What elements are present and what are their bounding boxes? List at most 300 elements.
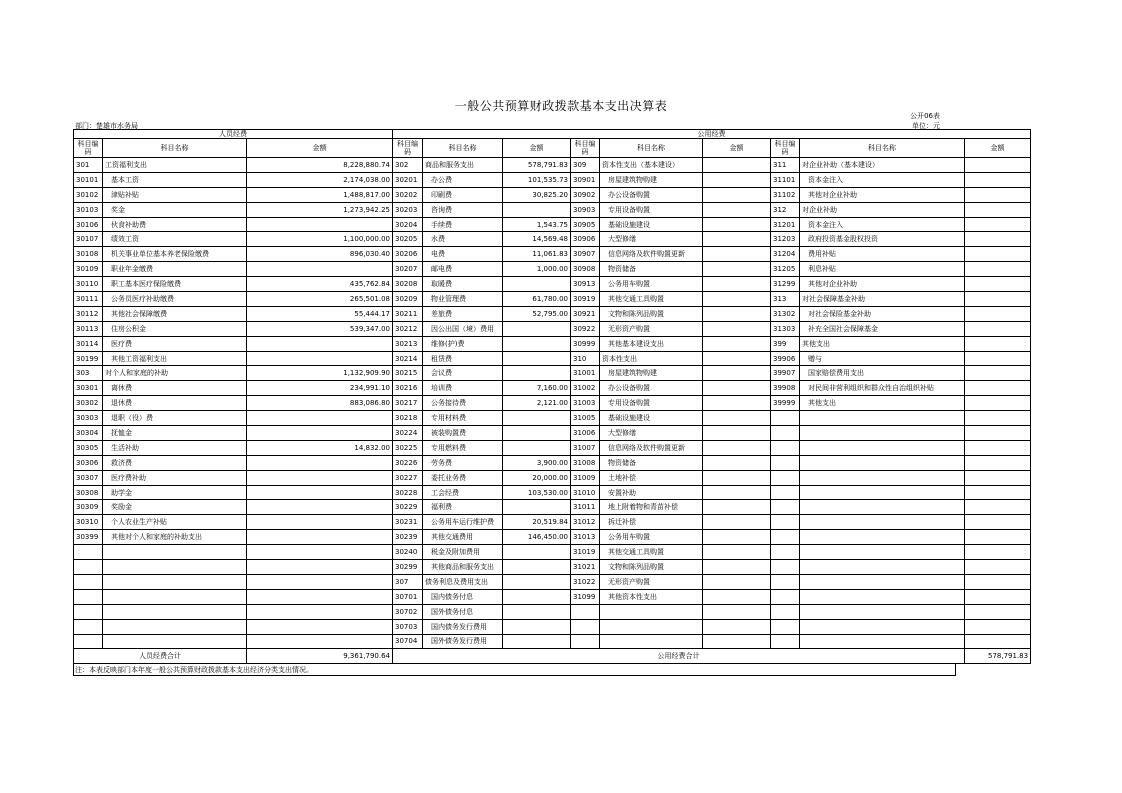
- amount-cell: [503, 545, 571, 560]
- code-cell: 30101: [74, 172, 103, 187]
- table-row: [74, 202, 1031, 217]
- code-cell: 30208: [393, 277, 423, 292]
- name-cell: 其他支出: [800, 396, 965, 411]
- code-cell: [74, 634, 103, 649]
- code-cell: 31102: [771, 187, 800, 202]
- public-total-value: 578,791.83: [965, 649, 1031, 664]
- public-header: 公用经费: [393, 130, 1031, 139]
- code-cell: 31201: [771, 217, 800, 232]
- name-cell: 国内债务发行费用: [423, 619, 503, 634]
- amount-cell: [965, 217, 1031, 232]
- amount-cell: [703, 485, 771, 500]
- name-cell: 无形资产购置: [600, 574, 703, 589]
- amount-cell: 30,825.20: [503, 187, 571, 202]
- amount-cell: [247, 545, 393, 560]
- table-row: [74, 589, 1031, 604]
- amount-cell: 20,000.00: [503, 470, 571, 485]
- name-cell: 房屋建筑物购建: [600, 172, 703, 187]
- name-cell: 资本金注入: [800, 217, 965, 232]
- amount-cell: [703, 500, 771, 515]
- code-cell: 31099: [571, 589, 600, 604]
- table-note: 注：本表反映部门本年度一般公共预算财政拨款基本支出经济分类支出情况。: [75, 666, 313, 675]
- name-cell: [800, 545, 965, 560]
- code-cell: 31299: [771, 277, 800, 292]
- code-cell: 31008: [571, 455, 600, 470]
- name-cell: 救济费: [103, 455, 247, 470]
- amount-cell: 539,347.00: [247, 321, 393, 336]
- table-row: [74, 440, 1031, 455]
- name-cell: 信息网络及软件购置更新: [600, 247, 703, 262]
- amount-cell: [503, 500, 571, 515]
- name-cell: [800, 470, 965, 485]
- name-cell: 专用材料费: [423, 411, 503, 426]
- code-cell: 30907: [571, 247, 600, 262]
- table-row: [74, 411, 1031, 426]
- code-cell: [771, 619, 800, 634]
- code-cell: 30228: [393, 485, 423, 500]
- name-cell: 公务用车运行维护费: [423, 515, 503, 530]
- code-cell: 30199: [74, 351, 103, 366]
- code-cell: 30217: [393, 396, 423, 411]
- amount-cell: [965, 515, 1031, 530]
- code-cell: 31002: [571, 381, 600, 396]
- code-cell: [771, 560, 800, 575]
- name-header: 科目名称: [103, 139, 247, 158]
- table-row: [74, 455, 1031, 470]
- name-cell: 抚恤金: [103, 426, 247, 441]
- name-cell: 职工基本医疗保险缴费: [103, 277, 247, 292]
- code-cell: 39908: [771, 381, 800, 396]
- code-cell: [74, 545, 103, 560]
- amount-cell: [247, 500, 393, 515]
- amount-cell: [703, 589, 771, 604]
- code-cell: 30231: [393, 515, 423, 530]
- code-cell: 31006: [571, 426, 600, 441]
- amount-cell: [965, 277, 1031, 292]
- amount-header: 金额: [965, 139, 1031, 158]
- name-cell: 水费: [423, 232, 503, 247]
- name-cell: 物业管理费: [423, 292, 503, 307]
- amount-cell: [965, 202, 1031, 217]
- amount-cell: [247, 411, 393, 426]
- name-cell: 手续费: [423, 217, 503, 232]
- code-cell: 30216: [393, 381, 423, 396]
- name-cell: 对企业补助: [800, 202, 965, 217]
- amount-cell: [247, 634, 393, 649]
- amount-cell: 2,174,038.00: [247, 172, 393, 187]
- amount-cell: 1,543.75: [503, 217, 571, 232]
- code-cell: 30240: [393, 545, 423, 560]
- amount-cell: 578,791.83: [503, 158, 571, 173]
- name-cell: 租赁费: [423, 351, 503, 366]
- name-cell: 其他对企业补助: [800, 277, 965, 292]
- code-cell: 31022: [571, 574, 600, 589]
- code-cell: [771, 455, 800, 470]
- amount-cell: [703, 321, 771, 336]
- amount-cell: [703, 619, 771, 634]
- code-cell: 30305: [74, 440, 103, 455]
- table-row: [74, 187, 1031, 202]
- amount-cell: [965, 545, 1031, 560]
- code-cell: [571, 604, 600, 619]
- name-cell: 其他社会保障缴费: [103, 306, 247, 321]
- amount-cell: [703, 440, 771, 455]
- code-header: 科目编码: [393, 139, 423, 158]
- column-header-row: [74, 139, 1031, 158]
- name-cell: [800, 589, 965, 604]
- name-cell: 对社会保险基金补助: [800, 306, 965, 321]
- name-cell: 培训费: [423, 381, 503, 396]
- name-cell: 国外债务发行费用: [423, 634, 503, 649]
- name-cell: 无形资产购置: [600, 321, 703, 336]
- amount-cell: [247, 619, 393, 634]
- name-cell: 退职（役）费: [103, 411, 247, 426]
- code-cell: [571, 619, 600, 634]
- amount-cell: [703, 351, 771, 366]
- code-cell: [771, 500, 800, 515]
- amount-cell: [703, 545, 771, 560]
- table-row: [74, 515, 1031, 530]
- name-cell: 利息补贴: [800, 262, 965, 277]
- name-cell: 福利费: [423, 500, 503, 515]
- name-cell: [600, 619, 703, 634]
- code-cell: 30113: [74, 321, 103, 336]
- name-cell: 赠与: [800, 351, 965, 366]
- code-cell: 30224: [393, 426, 423, 441]
- code-cell: 30902: [571, 187, 600, 202]
- name-cell: 公务员医疗补助缴费: [103, 292, 247, 307]
- form-number: 公开06表: [910, 112, 940, 120]
- amount-cell: [703, 232, 771, 247]
- name-cell: 政府投资基金股权投资: [800, 232, 965, 247]
- code-cell: 30702: [393, 604, 423, 619]
- code-cell: [771, 545, 800, 560]
- amount-cell: [703, 172, 771, 187]
- name-cell: 地上附着物和青苗补偿: [600, 500, 703, 515]
- name-cell: 安置补助: [600, 485, 703, 500]
- code-cell: 39999: [771, 396, 800, 411]
- amount-cell: [703, 306, 771, 321]
- amount-cell: [965, 470, 1031, 485]
- code-cell: 31007: [571, 440, 600, 455]
- code-cell: 399: [771, 336, 800, 351]
- code-header: 科目编码: [74, 139, 103, 158]
- code-cell: 30306: [74, 455, 103, 470]
- personnel-header: 人员经费: [74, 130, 393, 139]
- name-cell: [800, 604, 965, 619]
- table-row: [74, 500, 1031, 515]
- code-cell: 30215: [393, 366, 423, 381]
- amount-cell: [247, 574, 393, 589]
- name-cell: 其他对企业补助: [800, 187, 965, 202]
- name-cell: 奖金: [103, 202, 247, 217]
- name-cell: 物资储备: [600, 455, 703, 470]
- code-cell: 30906: [571, 232, 600, 247]
- amount-cell: [703, 202, 771, 217]
- amount-cell: 1,132,909.90: [247, 366, 393, 381]
- code-cell: [74, 574, 103, 589]
- amount-cell: [503, 366, 571, 381]
- amount-cell: 3,900.00: [503, 455, 571, 470]
- amount-cell: [703, 530, 771, 545]
- amount-header: 金额: [247, 139, 393, 158]
- code-cell: 30307: [74, 470, 103, 485]
- table-row: [74, 574, 1031, 589]
- code-cell: [771, 634, 800, 649]
- amount-cell: [703, 634, 771, 649]
- name-cell: 离休费: [103, 381, 247, 396]
- amount-cell: [503, 604, 571, 619]
- code-cell: 30239: [393, 530, 423, 545]
- code-cell: 302: [393, 158, 423, 173]
- amount-cell: 883,086.80: [247, 396, 393, 411]
- amount-cell: [965, 574, 1031, 589]
- amount-cell: [703, 396, 771, 411]
- name-cell: 对民间非营利组织和群众性自治组织补贴: [800, 381, 965, 396]
- name-header: 科目名称: [800, 139, 965, 158]
- amount-cell: [247, 589, 393, 604]
- page-title: 一般公共预算财政拨款基本支出决算表: [454, 99, 668, 113]
- amount-cell: 435,762.84: [247, 277, 393, 292]
- name-cell: [800, 455, 965, 470]
- table-row: [74, 336, 1031, 351]
- amount-cell: [965, 440, 1031, 455]
- name-cell: 维修(护)费: [423, 336, 503, 351]
- amount-cell: [503, 277, 571, 292]
- amount-cell: [503, 440, 571, 455]
- amount-cell: [247, 455, 393, 470]
- amount-cell: [503, 321, 571, 336]
- code-cell: 30704: [393, 634, 423, 649]
- table-row: [74, 321, 1031, 336]
- name-cell: 奖励金: [103, 500, 247, 515]
- table-row: [74, 217, 1031, 232]
- code-cell: 30211: [393, 306, 423, 321]
- code-cell: 31012: [571, 515, 600, 530]
- name-cell: 对企业补助（基本建设）: [800, 158, 965, 173]
- code-cell: 31203: [771, 232, 800, 247]
- amount-cell: [247, 217, 393, 232]
- name-cell: [800, 560, 965, 575]
- name-cell: [800, 500, 965, 515]
- amount-cell: 234,991.10: [247, 381, 393, 396]
- totals-row: [74, 649, 1031, 664]
- table-row: [74, 247, 1031, 262]
- amount-cell: [247, 485, 393, 500]
- name-cell: 个人农业生产补贴: [103, 515, 247, 530]
- amount-cell: 1,100,000.00: [247, 232, 393, 247]
- name-cell: 债务利息及费用支出: [423, 574, 503, 589]
- amount-cell: 2,121.00: [503, 396, 571, 411]
- amount-cell: 1,488,817.00: [247, 187, 393, 202]
- name-header: 科目名称: [423, 139, 503, 158]
- code-cell: 30302: [74, 396, 103, 411]
- amount-cell: [703, 426, 771, 441]
- amount-cell: 14,569.48: [503, 232, 571, 247]
- amount-cell: [503, 560, 571, 575]
- code-header: 科目编码: [771, 139, 800, 158]
- code-cell: 30901: [571, 172, 600, 187]
- amount-cell: [503, 351, 571, 366]
- amount-cell: [965, 381, 1031, 396]
- name-cell: 医疗费: [103, 336, 247, 351]
- code-cell: 30903: [571, 202, 600, 217]
- name-cell: 被装购置费: [423, 426, 503, 441]
- amount-cell: [965, 321, 1031, 336]
- code-cell: [74, 619, 103, 634]
- amount-cell: 7,160.00: [503, 381, 571, 396]
- name-cell: 劳务费: [423, 455, 503, 470]
- table-row: [74, 351, 1031, 366]
- name-cell: 国内债务付息: [423, 589, 503, 604]
- code-cell: 30209: [393, 292, 423, 307]
- name-cell: [103, 574, 247, 589]
- amount-cell: [503, 411, 571, 426]
- code-cell: 31005: [571, 411, 600, 426]
- code-cell: 303: [74, 366, 103, 381]
- amount-cell: [247, 470, 393, 485]
- amount-cell: [965, 530, 1031, 545]
- code-cell: 30207: [393, 262, 423, 277]
- code-cell: 307: [393, 574, 423, 589]
- code-cell: 30310: [74, 515, 103, 530]
- amount-cell: [703, 158, 771, 173]
- code-cell: [74, 589, 103, 604]
- amount-cell: 61,780.00: [503, 292, 571, 307]
- name-cell: 助学金: [103, 485, 247, 500]
- amount-cell: [965, 500, 1031, 515]
- code-cell: 30309: [74, 500, 103, 515]
- amount-cell: [965, 589, 1031, 604]
- name-cell: 伙食补助费: [103, 217, 247, 232]
- code-cell: 31205: [771, 262, 800, 277]
- table-row: [74, 619, 1031, 634]
- code-cell: 30107: [74, 232, 103, 247]
- code-cell: 31021: [571, 560, 600, 575]
- table-row: [74, 277, 1031, 292]
- name-cell: 公务用车购置: [600, 277, 703, 292]
- code-cell: 30908: [571, 262, 600, 277]
- amount-cell: [965, 187, 1031, 202]
- name-cell: 费用补贴: [800, 247, 965, 262]
- name-cell: [800, 634, 965, 649]
- code-cell: 31101: [771, 172, 800, 187]
- table-row: [74, 262, 1031, 277]
- name-cell: 基础设施建设: [600, 411, 703, 426]
- amount-cell: 896,030.40: [247, 247, 393, 262]
- personnel-total-value: 9,361,790.64: [247, 649, 393, 664]
- name-cell: 国家赔偿费用支出: [800, 366, 965, 381]
- table-row: [74, 470, 1031, 485]
- code-cell: 31204: [771, 247, 800, 262]
- amount-cell: [965, 426, 1031, 441]
- code-cell: 39907: [771, 366, 800, 381]
- amount-cell: 55,444.17: [247, 306, 393, 321]
- name-cell: 咨询费: [423, 202, 503, 217]
- name-cell: 医疗费补助: [103, 470, 247, 485]
- amount-cell: 1,273,942.25: [247, 202, 393, 217]
- name-cell: 其他交通工具购置: [600, 292, 703, 307]
- code-cell: 31001: [571, 366, 600, 381]
- code-cell: 30202: [393, 187, 423, 202]
- amount-cell: [965, 396, 1031, 411]
- code-cell: [771, 440, 800, 455]
- name-cell: 电费: [423, 247, 503, 262]
- code-cell: 30703: [393, 619, 423, 634]
- name-cell: [103, 634, 247, 649]
- amount-header: 金额: [703, 139, 771, 158]
- code-cell: 30203: [393, 202, 423, 217]
- amount-cell: [503, 336, 571, 351]
- amount-cell: 146,450.00: [503, 530, 571, 545]
- name-cell: 津贴补贴: [103, 187, 247, 202]
- name-cell: 补充全国社会保障基金: [800, 321, 965, 336]
- amount-cell: 101,535.73: [503, 172, 571, 187]
- name-cell: 国外债务付息: [423, 604, 503, 619]
- code-cell: 30206: [393, 247, 423, 262]
- amount-cell: [965, 351, 1031, 366]
- amount-cell: [703, 604, 771, 619]
- code-cell: 30103: [74, 202, 103, 217]
- code-cell: 30114: [74, 336, 103, 351]
- amount-cell: [965, 634, 1031, 649]
- amount-cell: [965, 292, 1031, 307]
- name-cell: 大型修缮: [600, 232, 703, 247]
- amount-cell: 8,228,880.74: [247, 158, 393, 173]
- unit-label: 单位：元: [912, 122, 940, 130]
- amount-cell: [503, 202, 571, 217]
- name-cell: 其他支出: [800, 336, 965, 351]
- name-cell: 资本性支出: [600, 351, 703, 366]
- amount-cell: [703, 247, 771, 262]
- name-cell: 其他交通工具购置: [600, 545, 703, 560]
- name-cell: 税金及附加费用: [423, 545, 503, 560]
- amount-cell: [703, 574, 771, 589]
- amount-header: 金额: [503, 139, 571, 158]
- name-cell: 住房公积金: [103, 321, 247, 336]
- name-cell: 基本工资: [103, 172, 247, 187]
- amount-cell: [703, 262, 771, 277]
- amount-cell: [503, 619, 571, 634]
- name-cell: 其他基本建设支出: [600, 336, 703, 351]
- code-cell: 30913: [571, 277, 600, 292]
- name-cell: 拆迁补偿: [600, 515, 703, 530]
- name-cell: 土地补偿: [600, 470, 703, 485]
- amount-cell: [703, 470, 771, 485]
- code-cell: [771, 515, 800, 530]
- name-cell: 工资福利支出: [103, 158, 247, 173]
- code-cell: [771, 589, 800, 604]
- code-cell: 30108: [74, 247, 103, 262]
- amount-cell: [247, 336, 393, 351]
- amount-cell: [703, 187, 771, 202]
- code-cell: 31303: [771, 321, 800, 336]
- group-header-row: [74, 130, 1031, 139]
- code-cell: 30922: [571, 321, 600, 336]
- name-cell: 对个人和家庭的补助: [103, 366, 247, 381]
- name-cell: [800, 515, 965, 530]
- table-row: [74, 426, 1031, 441]
- amount-cell: [703, 336, 771, 351]
- name-cell: [600, 634, 703, 649]
- note-frame: [73, 664, 956, 676]
- name-cell: 办公设备购置: [600, 381, 703, 396]
- amount-cell: [247, 560, 393, 575]
- code-cell: 30999: [571, 336, 600, 351]
- name-cell: 基础设施建设: [600, 217, 703, 232]
- code-cell: 30304: [74, 426, 103, 441]
- amount-cell: [247, 530, 393, 545]
